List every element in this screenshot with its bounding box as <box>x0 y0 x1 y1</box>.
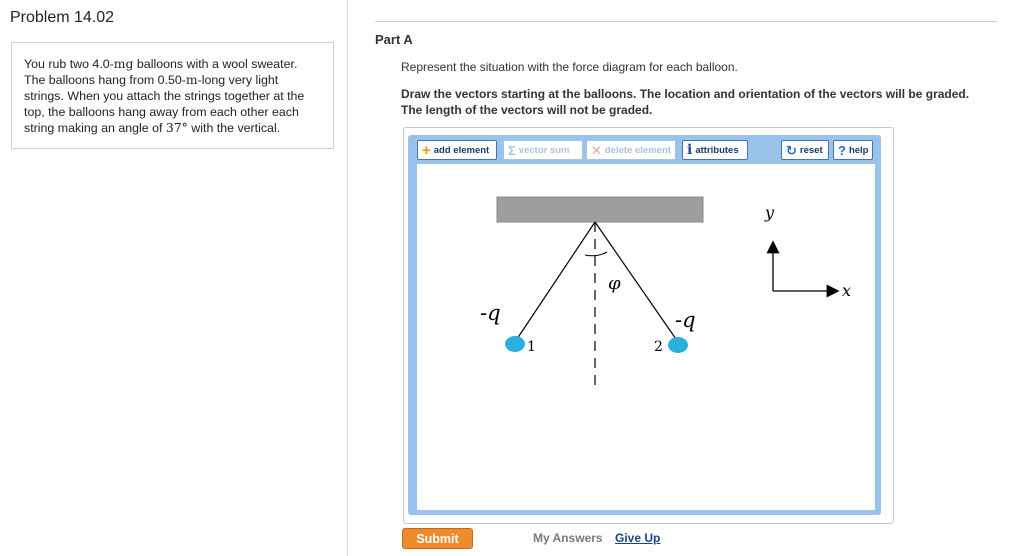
problem-text: strings. When you attach the strings together at the <box>24 89 305 103</box>
info-icon: i <box>687 142 693 158</box>
submit-button[interactable]: Submit <box>402 528 473 549</box>
balloon-1-label: 1 <box>527 339 536 355</box>
x-icon: ✕ <box>591 142 602 158</box>
problem-text: The balloons hang from 0.50- <box>24 73 186 87</box>
drawing-canvas[interactable] <box>417 164 875 510</box>
reset-icon: ↻ <box>786 142 797 158</box>
angle-arc <box>585 252 607 256</box>
unit-mg: mg <box>113 56 134 71</box>
problem-text: with the vertical. <box>187 121 281 135</box>
problem-text: balloons with a wool sweater. <box>133 57 298 71</box>
problem-title: Problem 14.02 <box>10 9 115 26</box>
problem-statement <box>11 42 334 149</box>
my-answers-link[interactable]: My Answers <box>533 531 603 545</box>
x-axis-label: x <box>842 281 852 300</box>
delete-element-button[interactable]: ✕ delete element <box>586 140 676 160</box>
instruction-text: Represent the situation with the force diagram for each balloon. <box>401 60 738 74</box>
instruction-bold-text: Draw the vectors starting at the balloons. The location and orientation of the vectors will be graded. The length of the vectors will not be graded. <box>401 87 970 117</box>
give-up-link[interactable]: Give Up <box>615 531 661 545</box>
plus-icon: + <box>422 141 431 159</box>
vector-sum-button[interactable]: Σ vector sum <box>503 140 583 160</box>
part-title: Part A <box>375 32 413 47</box>
divider <box>375 21 997 22</box>
angle-label: φ <box>608 273 621 294</box>
reset-button[interactable]: ↻ reset <box>781 140 829 160</box>
problem-text: string making an angle of <box>24 121 166 135</box>
help-icon: ? <box>838 142 846 158</box>
angle-value: 37° <box>165 120 188 135</box>
problem-text: top, the balloons hang away from each other each <box>24 105 299 119</box>
force-diagram <box>417 164 875 510</box>
balloon-1[interactable] <box>505 336 525 352</box>
add-element-button[interactable]: + add element <box>417 140 497 160</box>
attributes-button[interactable]: i attributes <box>682 140 748 160</box>
ceiling <box>497 197 703 222</box>
charge-left-label: -q <box>480 301 501 325</box>
charge-right-label: -q <box>675 308 696 332</box>
problem-text: -long very light <box>197 73 279 87</box>
balloon-2[interactable] <box>668 337 688 353</box>
string-1 <box>515 222 595 342</box>
sigma-icon: Σ <box>508 142 516 158</box>
balloon-2-label: 2 <box>654 339 663 355</box>
problem-text: You rub two 4.0- <box>24 57 114 71</box>
help-button[interactable]: ? help <box>833 140 873 160</box>
unit-m: m <box>185 72 198 87</box>
y-axis-label: y <box>765 203 775 222</box>
